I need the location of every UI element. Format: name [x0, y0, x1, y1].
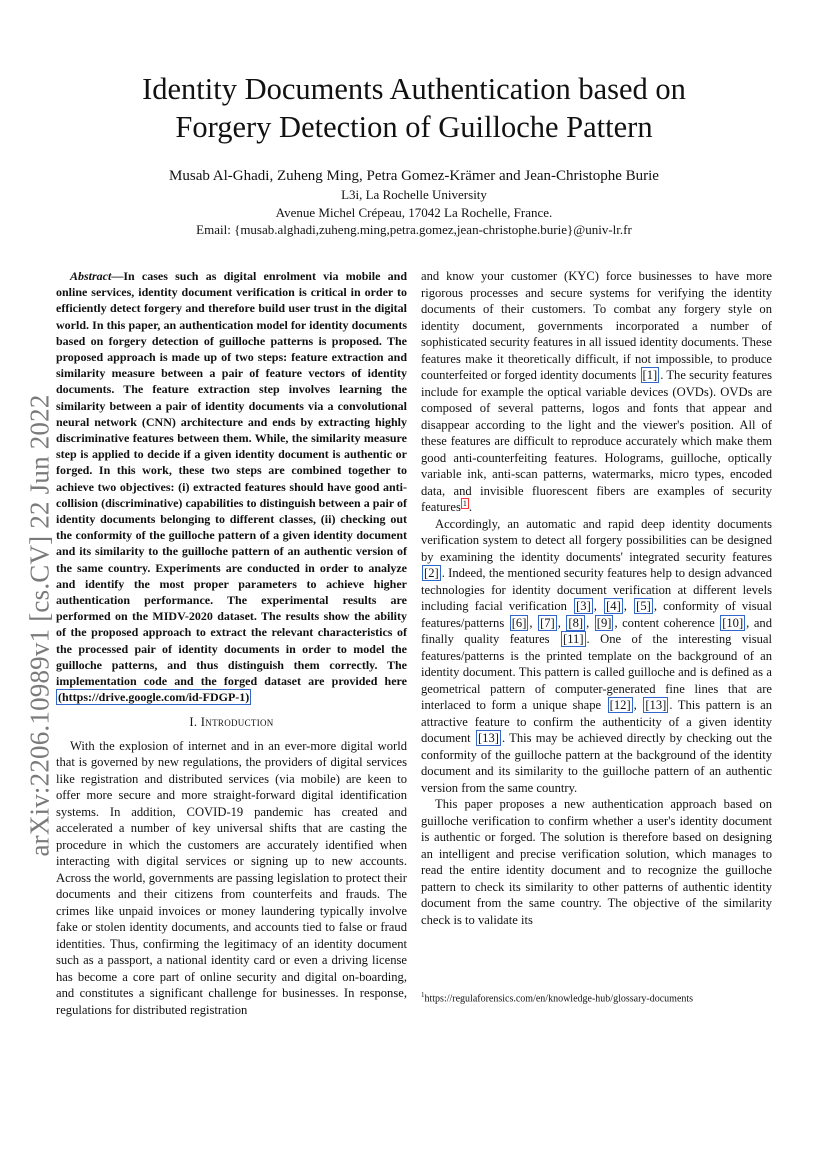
- paper-title: [60, 70, 768, 146]
- footnote-url[interactable]: https://regulaforensics.com/en/knowledge-hub/glossary-documents: [424, 993, 694, 1005]
- right-paragraph-2: Accordingly, an automatic and rapid deep identity documents verification system to detect all forgery possibilities can be designed by examining the identity documents' integrated security features [2] . Indeed, the mentioned security features help to design advanced technologies for identity document verification at different levels including facial verification [3] , [4] , [5] , conformity of visual features/patterns [6] , [7] , [8] , [9] , content coherence [10] , and finally quality features [11] . One of the interesting visual features/patterns is the printed template on the background of an identity document. This pattern is called guilloche and is defined as a geometrical pattern of computer-generated fine lines that are interlaced to form a unique shape [12] , [13] . This pattern is an attractive feature to confirm the authenticity of a given identity document [13] . This may be achieved directly by checking out the conformity of the guilloche pattern at the background of the identity document and its similarity to the guilloche pattern of an authentic version from the same country.: [421, 516, 773, 795]
- left-column: [56, 268, 407, 1018]
- text-span: and know your customer (KYC) force businesses to have more rigorous processes and secure systems for verifying the identity documents of their customers. To combat any forgery style on identity document, governments incorporated a number of sophisticated security features in all issued identity documents. These features make it theoretically difficult, if not impossible, to produce counterfeited or forged identity documents: [421, 269, 772, 382]
- citation-link[interactable]: [1]: [642, 368, 658, 382]
- text-span: . One of the interesting visual features/patterns is the printed template on the background of an identity document. This pattern is called guilloche and is defined as a geometrical pattern of computer-generated fine lines that are interlaced to form a unique shape: [421, 632, 772, 712]
- footnote: [421, 989, 772, 1005]
- email: Email: {musab.alghadi,zuheng.ming,petra.gomez,jean-christophe.burie}@univ-lr.fr: [196, 222, 632, 237]
- text-span: . This may be achieved directly by checking out the conformity of the guilloche pattern at the background of the identity document and its similarity to the guilloche pattern of an authentic version from the same country.: [421, 731, 772, 795]
- citation-link[interactable]: [7]: [540, 615, 555, 630]
- intro-paragraph-1: With the explosion of internet and in an ever-more digital world that is governed by new regulations, the providers of digital services like registration and distributed services (via mobile) are keen to offer more secure and more straight-forward digital identification systems. In addition, COVID-19 pandemic has created and accelerated a number of key universal shifts that are casting the procedure in which the customers are accurately identified when interacting with digital services or signing up to new accounts. Across the world, governments are passing legislation to protect their documents and their citizens from counterfeits and frauds. The crimes like unpaid invoices or money laundering typically involve fake or stolen identity documents, and accounts tied to false or fraud identities. Thus, confirming the legitimacy of an identity document such as a passport, a national identity card or even a driving license has become a core part of online security and digital on-boarding, and constitutes a significant challenge for businesses. In response, regulations for distributed registration: [56, 738, 407, 1017]
- abstract: [56, 268, 407, 705]
- abstract-text: —In cases such as digital enrolment via mobile and online services, identity document verification is critical in order to efficiently detect forgery and therefore build user trust in the digital world. In this paper, an authentication model for identity documents based on forgery detection of guilloche patterns is proposed. The proposed approach is made up of two steps: feature extraction and similarity measure between a pair of feature vectors of identity documents. The feature extraction step involves learning the similarity between a pair of identity documents via a convolutional neural network (CNN) architecture and ends by extracting highly discriminative features between them. While, the similarity measure step is applied to decide if a given identity document is authentic or forged. In this work, these two steps are combined together to achieve two objectives: (i) extracted features should have good anti-collision (discriminative) capabilities to distinguish between a pair of identity documents belonging to different classes, (ii) checking out the conformity of the guilloche pattern of a given identity document and its similarity to the guilloche pattern of an authentic version of the same country. Experiments are conducted in order to analyze and identify the most proper parameters to achieve higher authentication performance. The experimental results are performed on the MIDV-2020 dataset. The results show the ability of the proposed approach to extract the relevant characteristics of the processed pair of identity documents in order to model the guilloche patterns, and thus distinguish them correctly. The implementation code and the forged dataset are provided here: [56, 269, 407, 689]
- affiliation: L3i, La Rochelle University: [341, 187, 487, 202]
- text-span: , conformity of visual features/patterns: [421, 599, 773, 630]
- arxiv-stamp-text: arXiv:2206.10989v1 [cs.CV] 22 Jun 2022: [24, 393, 55, 857]
- citation-link[interactable]: [6]: [511, 615, 527, 630]
- citation-link[interactable]: [9]: [596, 615, 612, 630]
- footnote-link[interactable]: 1: [462, 498, 467, 508]
- section-title: Introduction: [200, 715, 274, 730]
- right-paragraph-1: [421, 268, 772, 516]
- text-span: .: [468, 500, 473, 514]
- title-line-2: Forgery Detection of Guilloche Pattern: [175, 110, 653, 144]
- citation-link[interactable]: [10]: [722, 615, 744, 630]
- title-line-1: Identity Documents Authentication based on: [142, 72, 686, 106]
- text-span: . This pattern is an attractive feature to confirm the authenticity of a given identity document: [421, 698, 773, 745]
- text-span: . The security features include for example the optical variable devices (OVDs). OVDs are composed of several patterns, logos and fonts that appear and disappear according to the light and the viewer's position. All of these features are difficult to reproduce accurately which make them good anti-counterfeiting features. Holograms, guilloche, optically variable ink, anti-scan patterns, watermarks, micro types, encoded data, and invisible fluorescent fibers are examples of security features: [421, 368, 772, 514]
- arxiv-stamp: [20, 365, 60, 885]
- citation-link[interactable]: [13]: [645, 698, 667, 712]
- code-link[interactable]: (https://drive.google.com/id-FDGP-1): [58, 690, 250, 705]
- citation-link[interactable]: [8]: [568, 615, 584, 630]
- text-span: . Indeed, the mentioned security features help to design advanced technologies for identity document verification at different levels including facial verification: [421, 566, 772, 613]
- footnote-mark: 1: [421, 991, 425, 999]
- citation-link[interactable]: [3]: [576, 599, 591, 613]
- citation-link[interactable]: [11]: [563, 632, 584, 646]
- right-paragraph-3: This paper proposes a new authentication approach based on guilloche verification to confirm whether a user's identity document is authentic or forged. The solution is therefore based on designing an intelligent and precise verification solution, which manages to read the entire identity document and to recognize the guilloche pattern to check its similarity to other patterns of authentic identity document from the same country. The objective of the similarity check is to validate its: [421, 797, 772, 927]
- affiliation-block: [60, 186, 768, 239]
- citation-link[interactable]: [13]: [477, 731, 499, 745]
- author-list: Musab Al-Ghadi, Zuheng Ming, Petra Gomez-Krämer and Jean-Christophe Burie: [169, 168, 659, 184]
- citation-link[interactable]: [5]: [636, 599, 651, 613]
- citation-link[interactable]: [12]: [609, 698, 631, 712]
- address: Avenue Michel Crépeau, 17042 La Rochelle, France.: [275, 204, 553, 220]
- text-span: , content coherence: [614, 615, 715, 630]
- citation-link[interactable]: [2]: [424, 566, 439, 580]
- citation-link[interactable]: [4]: [606, 599, 621, 613]
- section-heading-introduction: [56, 714, 407, 731]
- footnote-rule: [421, 983, 491, 984]
- right-column: [421, 268, 772, 928]
- abstract-lead: Abstract: [70, 269, 112, 283]
- text-span: Accordingly, an automatic and rapid deep identity documents verification system to detect all forgery possibilities can be designed by examining the identity documents' integrated security features: [421, 516, 772, 564]
- section-number: I.: [189, 715, 198, 730]
- text-span: , and finally quality features: [421, 615, 773, 646]
